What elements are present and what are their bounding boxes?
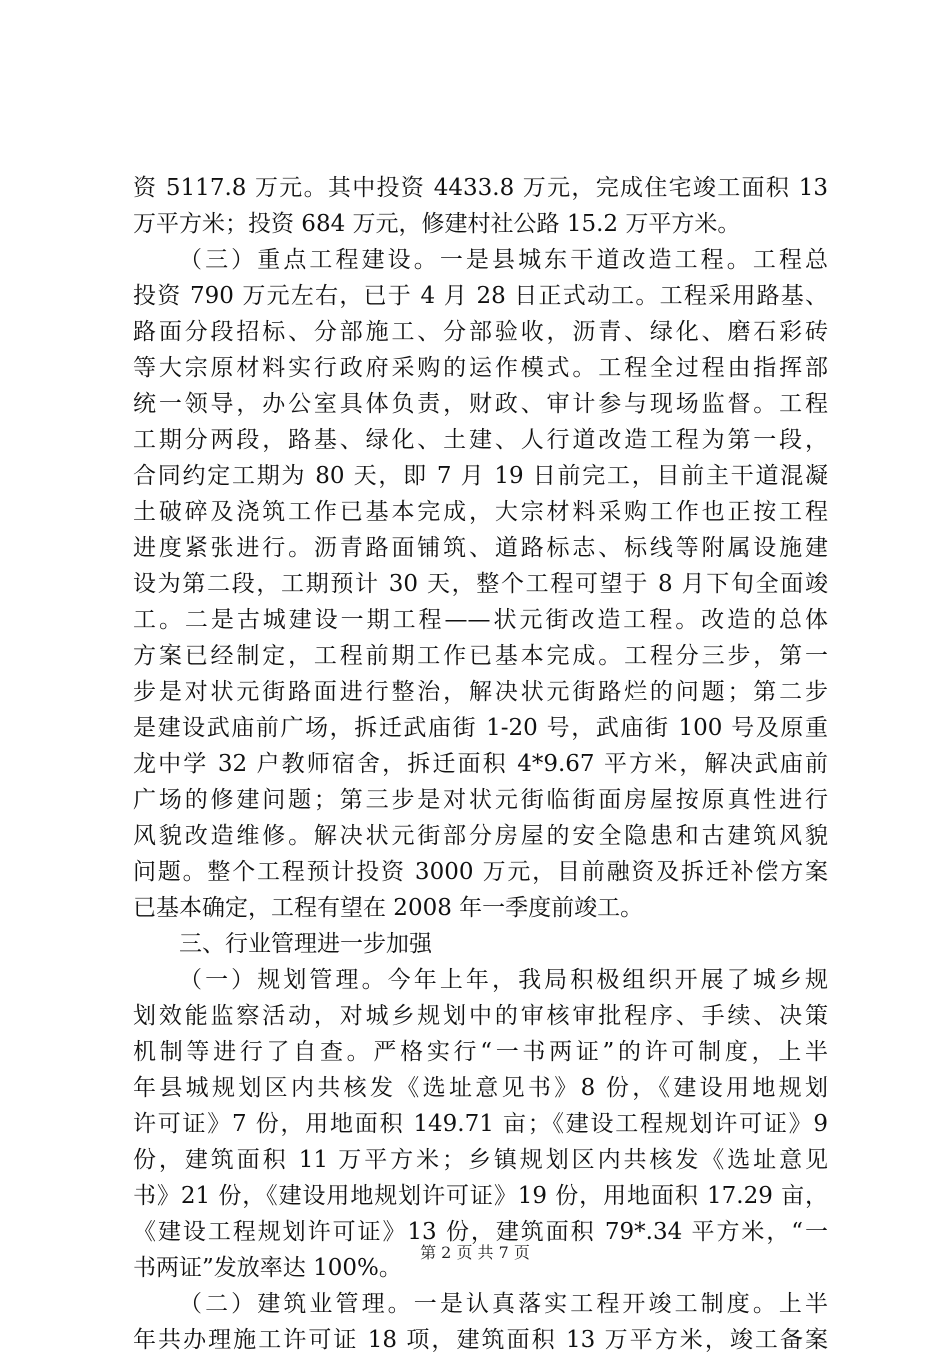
text-line: 已基本确定，工程有望在 2008 年一季度前竣工。 [133, 895, 644, 921]
text-line: 广场的修建问题；第三步是对状元街临街面房屋按原真性进行 [133, 787, 828, 813]
text-line: 万平方米；投资 684 万元，修建村社公路 15.2 万平方米。 [133, 211, 741, 237]
subsection-heading-construction: （二）建筑业管理。一是认真落实工程开竣工制度。上半 [179, 1291, 828, 1317]
text-line: 等大宗原材料实行政府采购的运作模式。工程全过程由指挥部 [133, 355, 828, 381]
text-line: 书》21 份，《建设用地规划许可证》19 份，用地面积 17.29 亩， [133, 1183, 828, 1209]
text-line: 许可证》7 份，用地面积 149.71 亩；《建设工程规划许可证》9 [133, 1111, 828, 1137]
text-line: 土破碎及浇筑工作已基本完成，大宗材料采购工作也正按工程 [133, 499, 828, 525]
section-heading-key-projects: （三）重点工程建设。一是县城东干道改造工程。工程总 [179, 247, 828, 273]
text-line: 工。二是古城建设一期工程——状元街改造工程。改造的总体 [133, 607, 828, 633]
text-line: 设为第二段，工期预计 30 天，整个工程可望于 8 月下旬全面竣 [133, 571, 828, 597]
text-line: 划效能监察活动，对城乡规划中的审核审批程序、手续、决策 [133, 1003, 828, 1029]
text-line: 是建设武庙前广场，拆迁武庙街 1-20 号，武庙街 100 号及原重 [133, 715, 828, 741]
text-line: 方案已经制定，工程前期工作已基本完成。工程分三步，第一 [133, 643, 828, 669]
text-line: 份，建筑面积 11 万平方米；乡镇规划区内共核发《选址意见 [133, 1147, 828, 1173]
page-number: 第 2 页 共 7 页 [420, 1243, 530, 1262]
text-line: 统一领导，办公室具体负责，财政、审计参与现场监督。工程 [133, 391, 828, 417]
text-line: 风貌改造维修。解决状元街部分房屋的安全隐患和古建筑风貌 [133, 823, 828, 849]
subsection-heading-planning: （一）规划管理。今年上年，我局积极组织开展了城乡规 [179, 967, 828, 993]
text-line: 年共办理施工许可证 18 项，建筑面积 13 万平方米，竣工备案 [133, 1327, 828, 1353]
text-line: 《建设工程规划许可证》13 份，建筑面积 79*.34 平方米，“一 [133, 1219, 828, 1245]
text-line: 资 5117.8 万元。其中投资 4433.8 万元，完成住宅竣工面积 13 [133, 175, 828, 201]
text-line: 路面分段招标、分部施工、分部验收，沥青、绿化、磨石彩砖 [133, 319, 828, 345]
text-line: 年县城规划区内共核发《选址意见书》8 份，《建设用地规划 [133, 1075, 828, 1101]
text-line: 进度紧张进行。沥青路面铺筑、道路标志、标线等附属设施建 [133, 535, 828, 561]
text-line: 投资 790 万元左右，已于 4 月 28 日正式动工。工程采用路基、 [133, 283, 828, 309]
document-body [133, 170, 828, 1358]
section-heading-industry-management: 三、行业管理进一步加强 [179, 931, 432, 957]
text-line: 书两证”发放率达 100%。 [133, 1255, 402, 1281]
text-line: 工期分两段，路基、绿化、土建、人行道改造工程为第一段， [133, 427, 828, 453]
text-line: 龙中学 32 户教师宿舍，拆迁面积 4*9.67 平方米，解决武庙前 [133, 751, 828, 777]
page-footer [0, 1243, 950, 1263]
text-line: 问题。整个工程预计投资 3000 万元，目前融资及拆迁补偿方案 [133, 859, 828, 885]
text-line: 机制等进行了自查。严格实行“一书两证”的许可制度，上半 [133, 1039, 828, 1065]
text-line: 合同约定工期为 80 天，即 7 月 19 日前完工，目前主干道混凝 [133, 463, 828, 489]
text-line: 步是对状元街路面进行整治，解决状元街路烂的问题；第二步 [133, 679, 828, 705]
